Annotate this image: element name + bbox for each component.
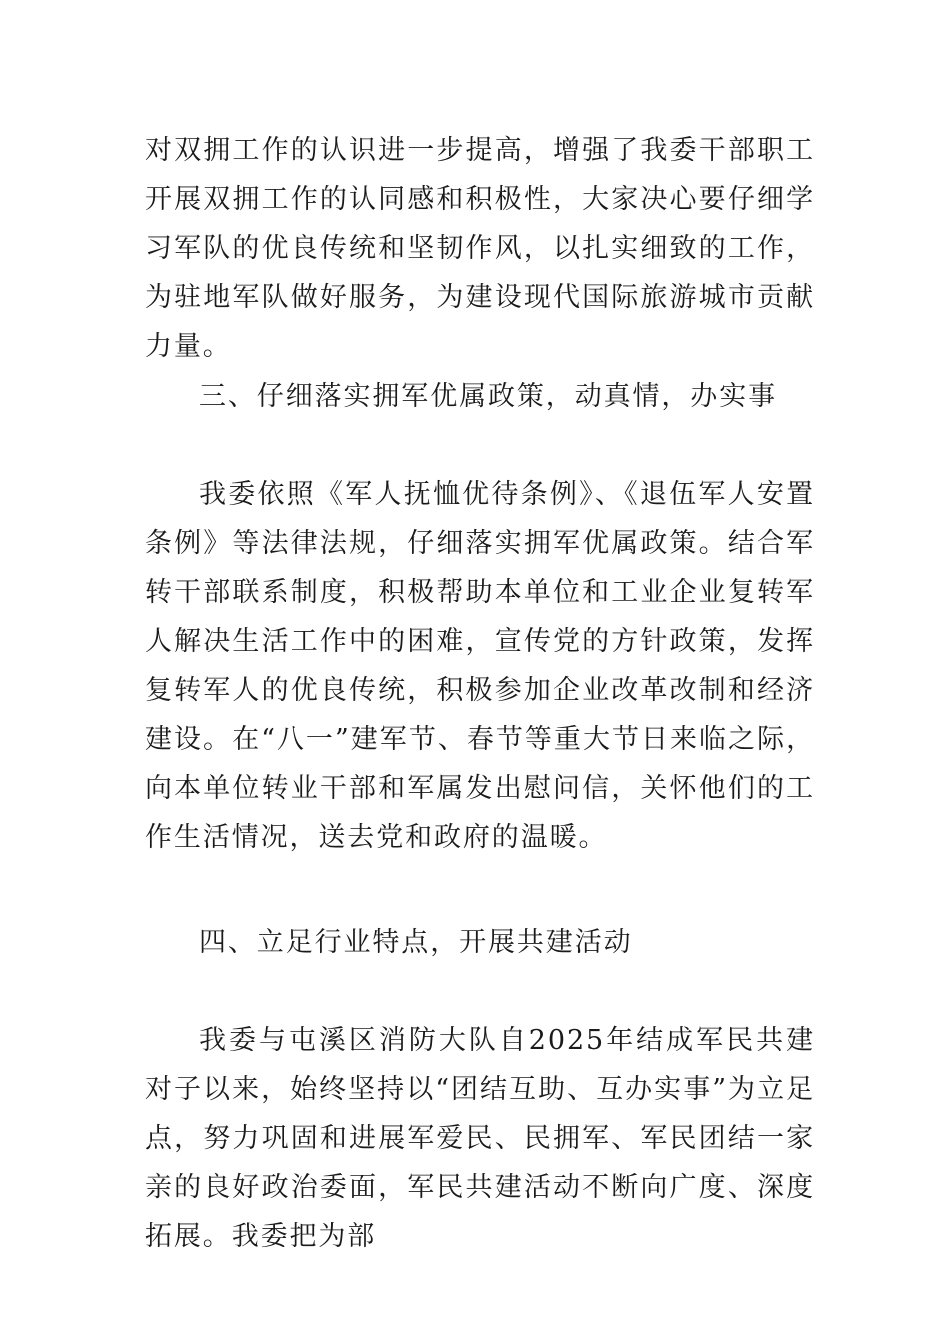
body-paragraph-section-3: 我委依照《军人抚恤优待条例》、《退伍军人安置条例》等法律法规，仔细落实拥军优属政策。结合军转干部联系制度，积极帮助本单位和工业企业复转军人解决生活工作中的困难，宣传党的方针政策，发挥复转军人的优良传统，积极参加企业改革改制和经济建设。在“八一”建军节、春节等重大节日来临之际，向本单位转业干部和军属发出慰问信，关怀他们的工作生活情况，送去党和政府的温暖。 — [145, 479, 815, 853]
section-heading-3: 三、仔细落实拥军优属政策，动真情，办实事 — [199, 381, 777, 412]
body-paragraph-section-4: 我委与屯溪区消防大队自2025年结成军民共建对子以来，始终坚持以“团结互助、互办实事”为立足点，努力巩固和进展军爱民、民拥军、军民团结一家亲的良好政治委面，军民共建活动不断向广度、深度拓展。我委把为部 — [145, 1025, 815, 1252]
body-paragraph-continuation: 对双拥工作的认识进一步提高，增强了我委干部职工开展双拥工作的认同感和积极性，大家决心要仔细学习军队的优良传统和坚韧作风，以扎实细致的工作，为驻地军队做好服务，为建设现代国际旅游城市贡献力量。 — [145, 135, 815, 362]
section-heading-4: 四、立足行业特点，开展共建活动 — [199, 927, 633, 958]
